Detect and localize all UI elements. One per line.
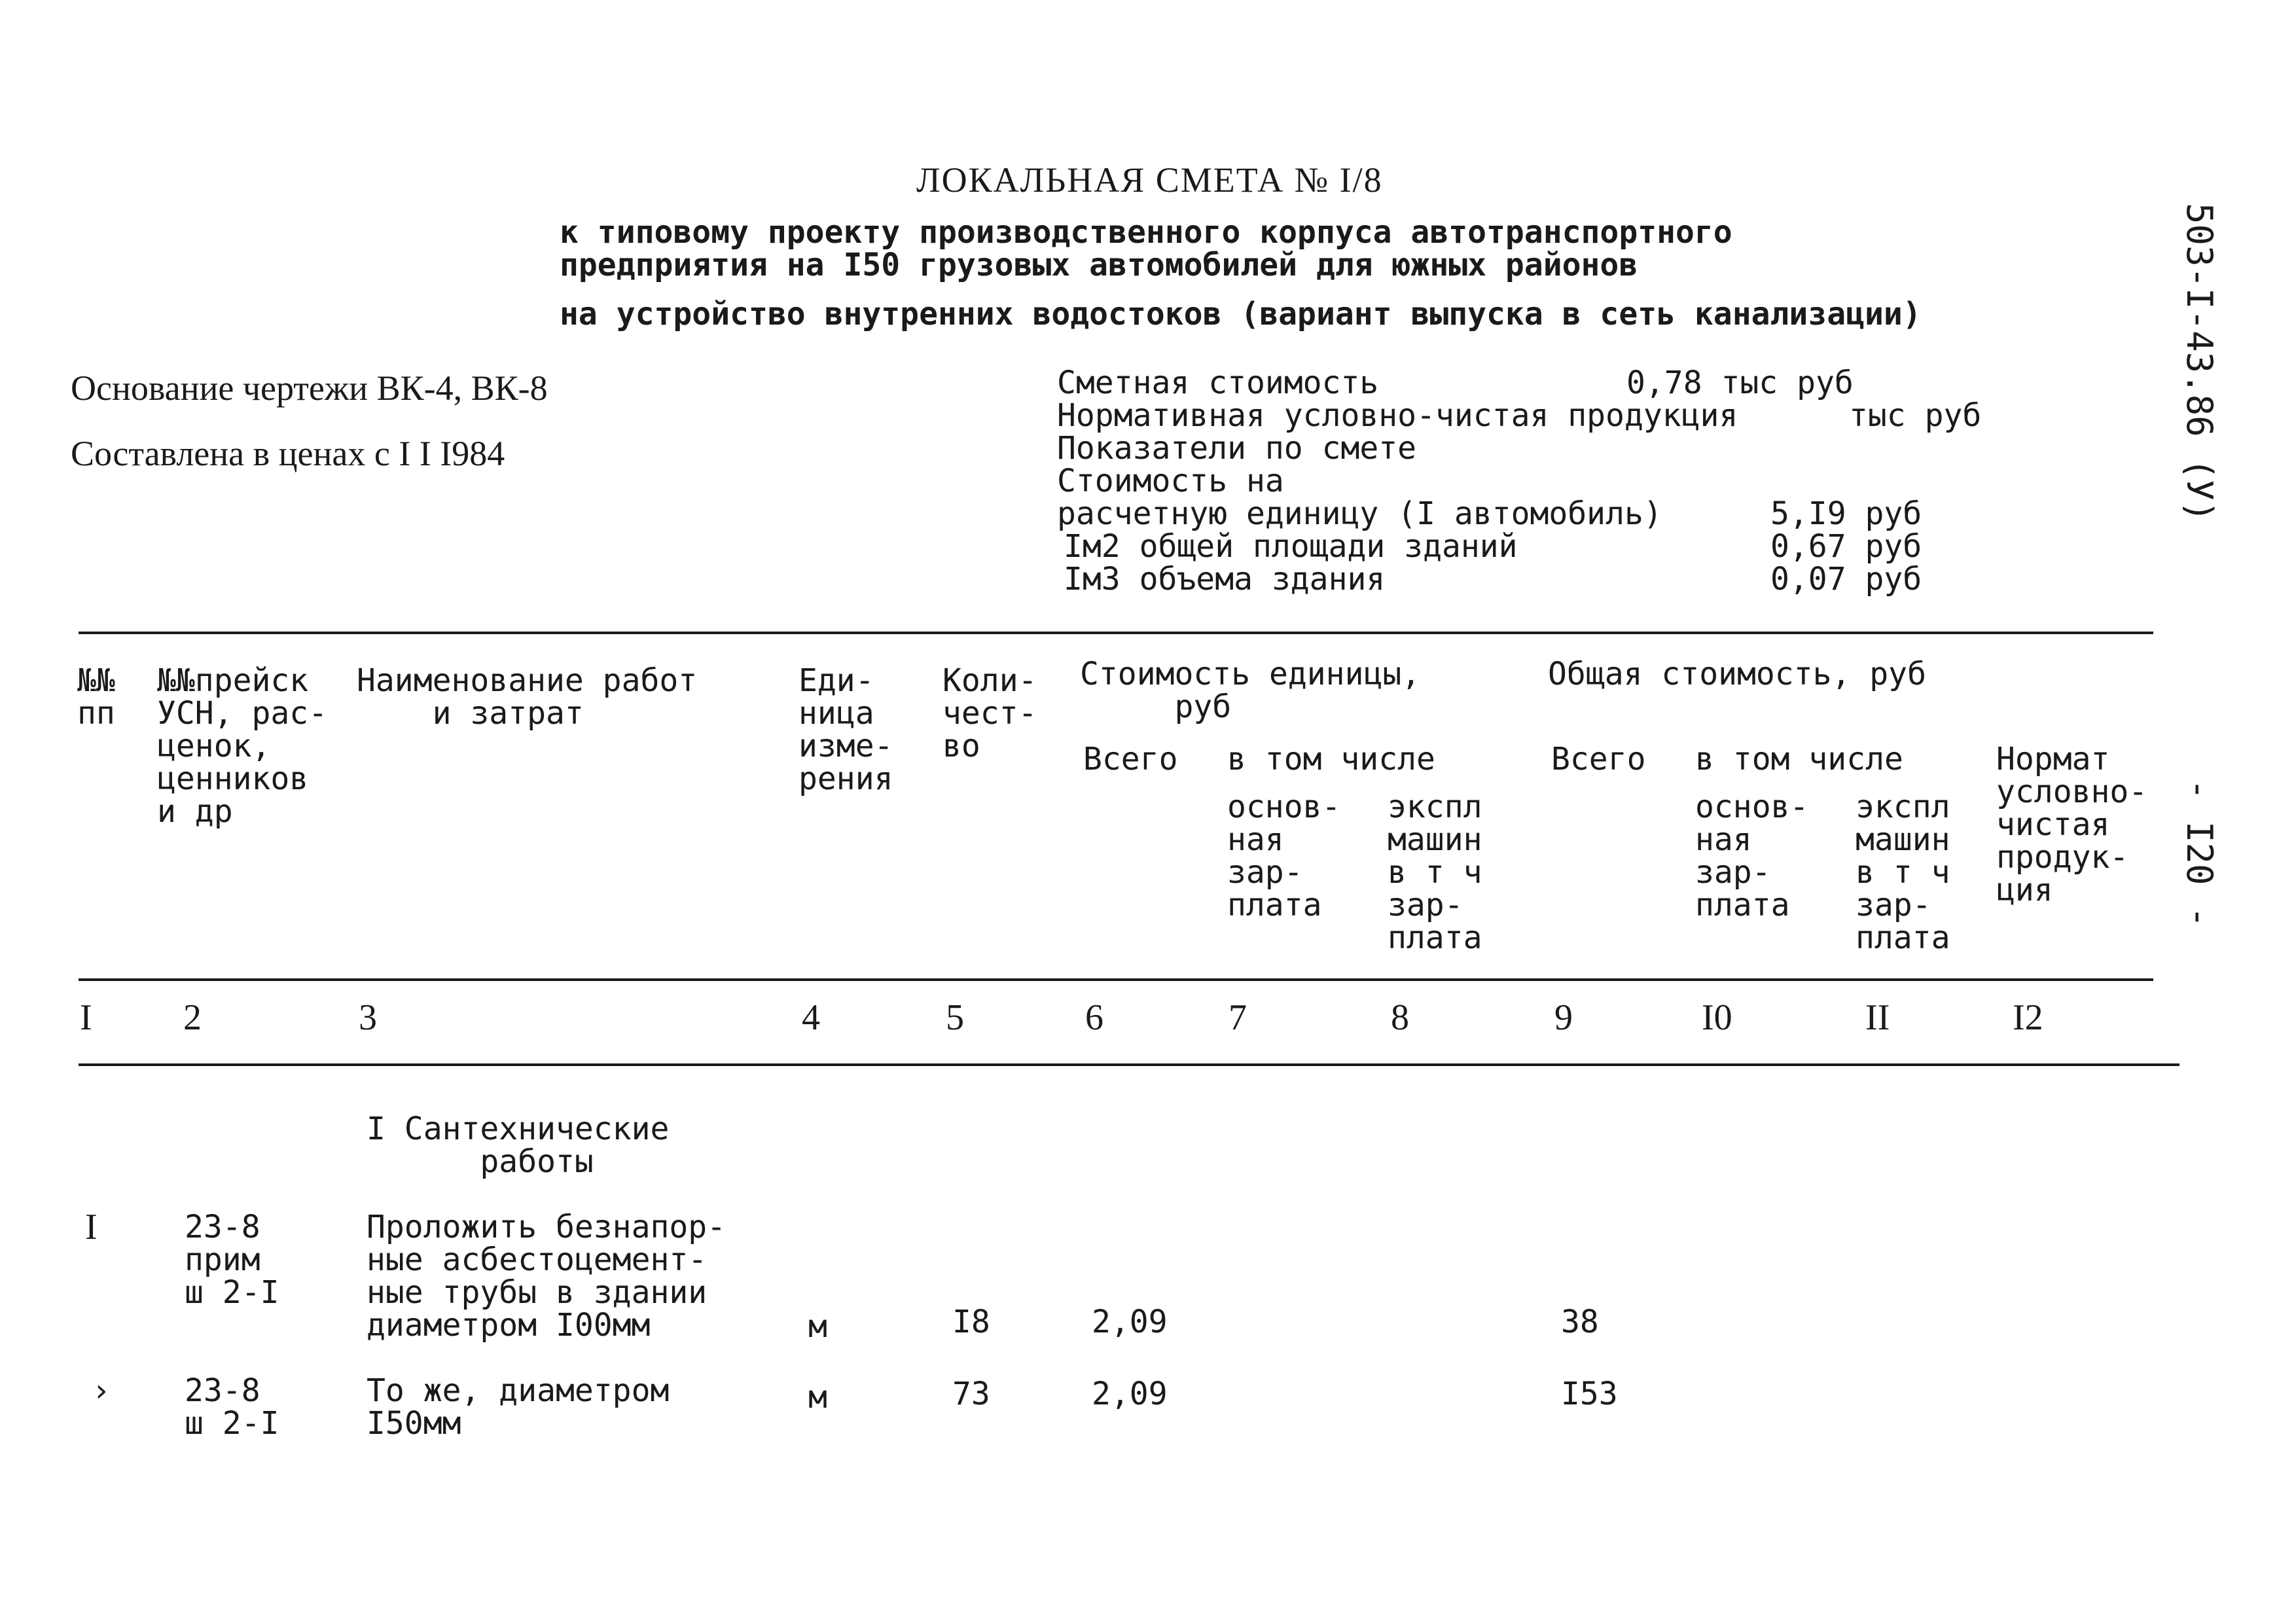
header-unit-cost: Стоимость единицы, руб	[1080, 656, 1421, 725]
column-number: 7	[1229, 997, 1247, 1038]
indicator-value: 0,67 руб	[1770, 528, 1922, 565]
header-total-total: Всего	[1551, 741, 1646, 777]
header-row-number: №№ пп	[77, 662, 115, 732]
header-unit-machine-ops: экспл машин в т ч зар- плата	[1388, 789, 1482, 956]
estimated-cost-value: 0,78 тыс руб	[1626, 365, 1854, 401]
indicators-label: Показатели по смете	[1057, 430, 1417, 467]
row-number: ›	[92, 1372, 111, 1409]
indicator-label: Iм2 общей площади зданий	[1064, 528, 1518, 565]
column-number: I0	[1702, 997, 1732, 1038]
row-unit: м	[808, 1308, 827, 1345]
side-document-code: 503-I-43.86 (У)	[2179, 203, 2220, 522]
header-unit-including: в том числе	[1227, 741, 1435, 777]
header-unit: Еди- ница изме- рения	[798, 662, 893, 797]
column-number: 4	[802, 997, 820, 1038]
column-number: I2	[2013, 997, 2043, 1038]
row-quantity: I8	[952, 1304, 990, 1340]
cost-per-label: Стоимость на	[1057, 463, 1284, 499]
normative-label: Нормативная условно-чистая продукция	[1057, 397, 1738, 434]
estimated-cost-label: Сметная стоимость	[1057, 365, 1379, 401]
indicator-label: расчетную единицу (I автомобиль)	[1057, 495, 1662, 532]
header-price-code: №№прейск УСН, рас- ценок, ценников и др	[157, 662, 328, 830]
indicator-label: Iм3 объема здания	[1064, 561, 1386, 597]
row-unit-cost: 2,09	[1092, 1376, 1168, 1412]
header-unit-total: Всего	[1083, 741, 1178, 777]
row-quantity: 73	[952, 1376, 990, 1412]
table-top-rule	[79, 632, 2153, 634]
header-total-cost: Общая стоимость, руб	[1548, 656, 1926, 692]
indicator-value: 5,I9 руб	[1770, 495, 1922, 532]
header-unit-base-wage: основ- ная зар- плата	[1227, 789, 1341, 923]
normative-value: тыс руб	[1849, 397, 1982, 434]
row-price-code: 23-8 ш 2-I	[185, 1372, 279, 1442]
row-total-cost: 38	[1561, 1304, 1599, 1340]
row-work-name: Проложить безнапор- ные асбестоцемент- ные трубы в здании диаметром I00мм	[367, 1209, 726, 1344]
indicator-value: 0,07 руб	[1770, 561, 1922, 597]
row-number: I	[85, 1207, 98, 1247]
header-quantity: Коли- чест- во	[942, 662, 1037, 764]
column-number: I	[80, 997, 92, 1038]
header-bottom-rule	[79, 978, 2153, 981]
column-number: 6	[1085, 997, 1103, 1038]
prices-line: Составлена в ценах с I I I984	[71, 434, 505, 473]
basis-line: Основание чертежи ВК-4, ВК-8	[71, 368, 548, 408]
header-normative-product: Нормат условно- чистая продук- ция	[1996, 741, 2148, 908]
row-total-cost: I53	[1561, 1376, 1618, 1412]
column-number: II	[1865, 997, 1890, 1038]
row-work-name: То же, диаметром I50мм	[367, 1372, 670, 1442]
subtitle-line-1: к типовому проекту производственного корпуса автотранспортного	[560, 214, 1732, 251]
row-unit: м	[808, 1379, 827, 1416]
header-total-base-wage: основ- ная зар- плата	[1695, 789, 1809, 923]
header-total-including: в том числе	[1695, 741, 1903, 777]
column-numbers-rule	[79, 1063, 2179, 1066]
row-price-code: 23-8 прим ш 2-I	[185, 1209, 279, 1311]
subtitle-line-3: на устройство внутренних водостоков (вариант выпуска в сеть канализации)	[560, 296, 1922, 332]
column-number: 8	[1391, 997, 1409, 1038]
page-number: - I20 -	[2179, 779, 2220, 928]
document-title: ЛОКАЛЬНАЯ СМЕТА № I/8	[916, 160, 1383, 200]
column-number: 2	[183, 997, 202, 1038]
column-number: 3	[359, 997, 377, 1038]
header-work-name: Наименование работ и затрат	[357, 662, 698, 732]
column-number: 9	[1554, 997, 1573, 1038]
subtitle-line-2: предприятия на I50 грузовых автомобилей для южных районов	[560, 247, 1638, 283]
section-title: I Сантехнические работы	[367, 1111, 670, 1180]
header-total-machine-ops: экспл машин в т ч зар- плата	[1856, 789, 1950, 956]
row-unit-cost: 2,09	[1092, 1304, 1168, 1340]
column-number: 5	[946, 997, 964, 1038]
